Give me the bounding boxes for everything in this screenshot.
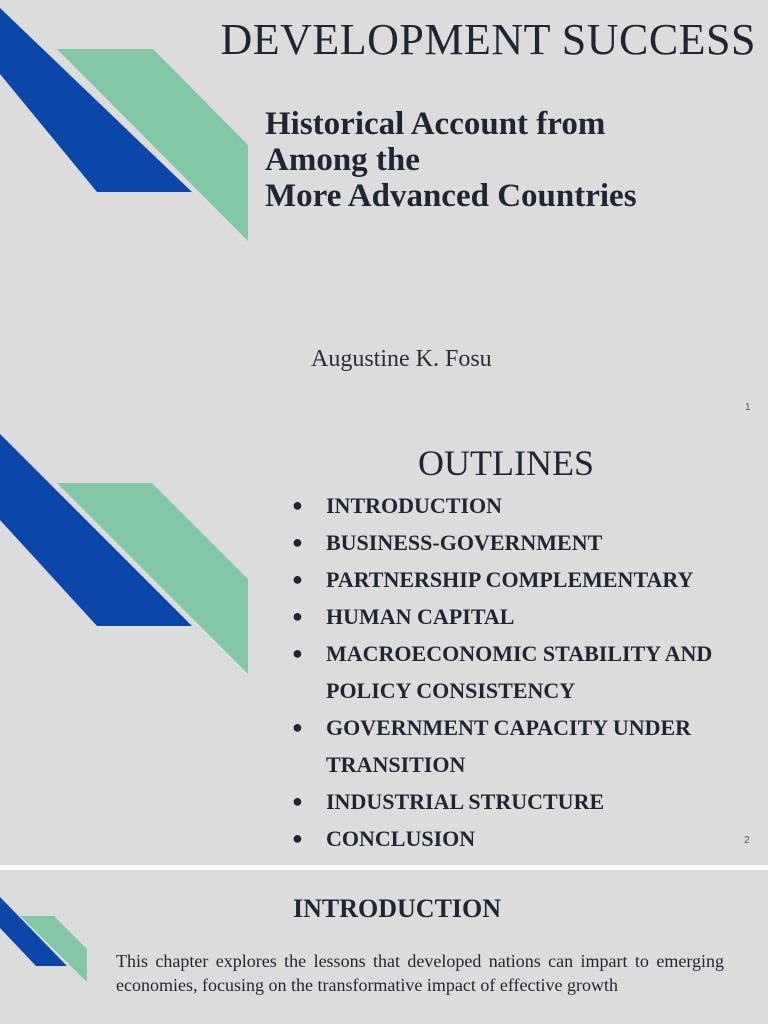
list-item: ● MACROECONOMIC STABILITY AND POLICY CONSISTENCY <box>292 635 752 709</box>
bullet-icon: ● <box>292 532 303 552</box>
slide-subtitle <box>265 106 745 214</box>
section-heading: INTRODUCTION <box>293 894 502 923</box>
slide-title: DEVELOPMENT SUCCESS <box>220 15 756 64</box>
page-number: 2 <box>744 835 750 846</box>
decorative-bands <box>0 432 260 692</box>
list-item: ● PARTNERSHIP COMPLEMENTARY <box>292 561 752 598</box>
bullet-icon: ● <box>292 717 303 737</box>
bullet-icon: ● <box>292 791 303 811</box>
outline-title: OUTLINES <box>418 443 594 483</box>
list-item: ● INDUSTRIAL STRUCTURE <box>292 783 752 820</box>
bullet-icon: ● <box>292 828 303 848</box>
slide-3 <box>0 870 768 1024</box>
subtitle-line: Historical Account from <box>265 106 606 142</box>
page-number: 1 <box>745 402 751 413</box>
list-item: ● BUSINESS-GOVERNMENT <box>292 524 752 561</box>
slide-2 <box>0 432 768 865</box>
bullet-icon: ● <box>292 569 303 589</box>
list-item: ● INTRODUCTION <box>292 487 752 524</box>
decorative-bands <box>0 870 100 990</box>
bullet-icon: ● <box>292 495 303 515</box>
outline-list <box>292 487 752 857</box>
intro-paragraph: This chapter explores the lessons that developed nations can impart to emerging economies, focusing on the transformative impact of effective growth <box>116 951 724 995</box>
subtitle-line: More Advanced Countries <box>265 178 637 214</box>
list-item: ● HUMAN CAPITAL <box>292 598 752 635</box>
bullet-icon: ● <box>292 643 303 663</box>
list-item: ● CONCLUSION <box>292 820 752 857</box>
slide-1 <box>0 0 768 432</box>
subtitle-line: Among the <box>265 142 420 178</box>
bullet-icon: ● <box>292 606 303 626</box>
author-name: Augustine K. Fosu <box>311 346 492 372</box>
list-item: ● GOVERNMENT CAPACITY UNDER TRANSITION <box>292 709 752 783</box>
